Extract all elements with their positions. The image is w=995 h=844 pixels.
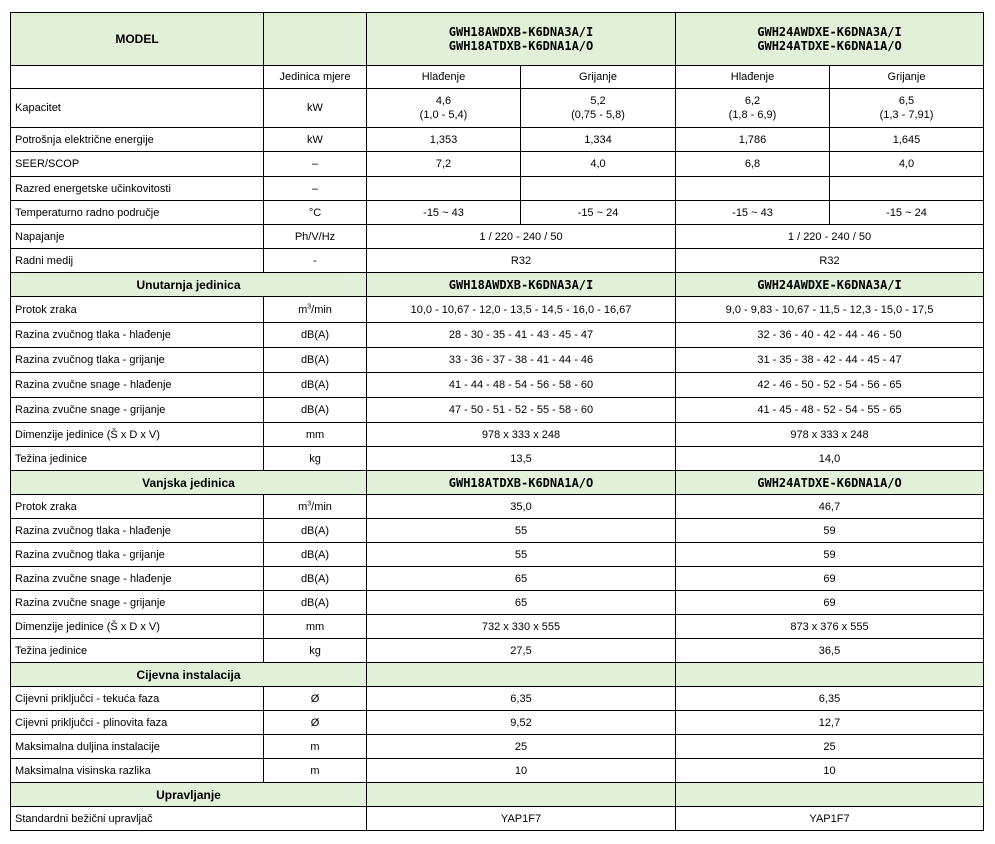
- row-label: Cijevni priključci - tekuća faza: [11, 687, 264, 711]
- model-24-outdoor-name: GWH24ATDXE-K6DNA1A/O: [757, 39, 902, 53]
- value-main: 6,5: [898, 95, 915, 107]
- indoor-section-header: [11, 273, 984, 297]
- row-label: SEER/SCOP: [11, 152, 264, 177]
- section-blank: [676, 783, 984, 807]
- model-label-spacer: [264, 13, 367, 66]
- row-label: Standardni bežični upravljač: [11, 807, 367, 831]
- row-label: Težina jedinice: [11, 639, 264, 663]
- table-row: [11, 543, 984, 567]
- row-unit: kg: [264, 447, 367, 471]
- piping-section-header: [11, 663, 984, 687]
- row-unit: [264, 495, 367, 519]
- value-cell: 27,5: [367, 639, 676, 663]
- value-cell: 28 - 30 - 35 - 41 - 43 - 45 - 47: [367, 323, 676, 348]
- table-row: [11, 447, 984, 471]
- unit-of-measure-header: Jedinica mjere: [264, 66, 367, 89]
- row-unit: dB(A): [264, 398, 367, 423]
- row-unit: Ø: [264, 711, 367, 735]
- value-cell: R32: [367, 249, 676, 273]
- value-cell: 1,353: [367, 128, 521, 152]
- value-cell: 10: [367, 759, 676, 783]
- mode-cell: Hlađenje: [367, 66, 521, 89]
- value-cell: 10: [676, 759, 984, 783]
- table-row: [11, 735, 984, 759]
- row-label: Razina zvučnog tlaka - hlađenje: [11, 323, 264, 348]
- table-row: [11, 89, 984, 128]
- value-cell: -15 ~ 43: [676, 201, 830, 225]
- row-unit: –: [264, 152, 367, 177]
- unit-suffix: /min: [311, 303, 332, 316]
- mode-row: [11, 66, 984, 89]
- table-row: [11, 567, 984, 591]
- row-unit: –: [264, 177, 367, 201]
- value-cell: YAP1F7: [367, 807, 676, 831]
- value-cell: [521, 89, 676, 128]
- table-row: [11, 591, 984, 615]
- section-title: Upravljanje: [11, 783, 367, 807]
- mode-cell: Hlađenje: [676, 66, 830, 89]
- value-cell: 41 - 45 - 48 - 52 - 54 - 55 - 65: [676, 398, 984, 423]
- section-blank: [367, 783, 676, 807]
- table-row: [11, 201, 984, 225]
- row-unit: dB(A): [264, 567, 367, 591]
- table-row: [11, 297, 984, 323]
- value-cell: 873 x 376 x 555: [676, 615, 984, 639]
- value-cell: 7,2: [367, 152, 521, 177]
- table-row: [11, 323, 984, 348]
- table-row: [11, 495, 984, 519]
- value-cell: 12,7: [676, 711, 984, 735]
- table-row: [11, 711, 984, 735]
- value-main: 4,6: [435, 95, 452, 107]
- mode-row-blank: [11, 66, 264, 89]
- section-model: GWH18AWDXB-K6DNA3A/I: [367, 273, 676, 297]
- row-unit: kW: [264, 89, 367, 128]
- value-cell: [676, 177, 830, 201]
- value-cell: 14,0: [676, 447, 984, 471]
- model-18-header: [367, 13, 676, 66]
- value-cell: 9,0 - 9,83 - 10,67 - 11,5 - 12,3 - 15,0 - 17,5: [676, 297, 984, 323]
- value-cell: 25: [676, 735, 984, 759]
- value-cell: 1 / 220 - 240 / 50: [676, 225, 984, 249]
- unit-exponent: 3: [307, 302, 312, 310]
- row-label: Razina zvučnog tlaka - grijanje: [11, 543, 264, 567]
- row-label: Dimenzije jedinice (Š x D x V): [11, 615, 264, 639]
- row-label: Potrošnja električne energije: [11, 128, 264, 152]
- table-row: [11, 759, 984, 783]
- value-cell: 4,0: [521, 152, 676, 177]
- value-cell: 13,5: [367, 447, 676, 471]
- table-row: [11, 373, 984, 398]
- row-label: Razina zvučne snage - grijanje: [11, 591, 264, 615]
- value-cell: 6,35: [367, 687, 676, 711]
- spec-table: [10, 12, 984, 831]
- row-label: Cijevni priključci - plinovita faza: [11, 711, 264, 735]
- row-label: Maksimalna visinska razlika: [11, 759, 264, 783]
- row-unit: dB(A): [264, 373, 367, 398]
- section-title: Unutarnja jedinica: [11, 273, 367, 297]
- row-label: Radni medij: [11, 249, 264, 273]
- model-24-indoor-name: GWH24AWDXE-K6DNA3A/I: [757, 25, 902, 39]
- unit-exponent: 3: [307, 499, 312, 507]
- row-label: Maksimalna duljina instalacije: [11, 735, 264, 759]
- value-cell: 36,5: [676, 639, 984, 663]
- row-label: Temperaturno radno područje: [11, 201, 264, 225]
- value-cell: 1 / 220 - 240 / 50: [367, 225, 676, 249]
- value-cell: 10,0 - 10,67 - 12,0 - 13,5 - 14,5 - 16,0 - 16,67: [367, 297, 676, 323]
- unit-base: m: [298, 500, 308, 513]
- value-cell: 42 - 46 - 50 - 52 - 54 - 56 - 65: [676, 373, 984, 398]
- row-label: Protok zraka: [11, 495, 264, 519]
- table-row: [11, 225, 984, 249]
- value-cell: [676, 89, 830, 128]
- value-cell: 41 - 44 - 48 - 54 - 56 - 58 - 60: [367, 373, 676, 398]
- value-range: (1,3 - 7,91): [879, 109, 934, 121]
- row-label: Dimenzije jedinice (Š x D x V): [11, 423, 264, 447]
- value-cell: 35,0: [367, 495, 676, 519]
- section-model: GWH24ATDXE-K6DNA1A/O: [676, 471, 984, 495]
- row-unit: -: [264, 249, 367, 273]
- value-cell: 6,35: [676, 687, 984, 711]
- value-cell: 65: [367, 591, 676, 615]
- value-cell: [830, 177, 984, 201]
- row-unit: dB(A): [264, 519, 367, 543]
- value-cell: [367, 89, 521, 128]
- value-cell: 6,8: [676, 152, 830, 177]
- section-model: GWH18ATDXB-K6DNA1A/O: [367, 471, 676, 495]
- table-row: [11, 152, 984, 177]
- value-cell: 978 x 333 x 248: [367, 423, 676, 447]
- row-unit: m: [264, 735, 367, 759]
- table-row: [11, 177, 984, 201]
- value-cell: 69: [676, 591, 984, 615]
- table-row: [11, 423, 984, 447]
- row-unit: Ø: [264, 687, 367, 711]
- value-cell: 25: [367, 735, 676, 759]
- value-cell: 55: [367, 543, 676, 567]
- model-18-outdoor-name: GWH18ATDXB-K6DNA1A/O: [448, 39, 594, 53]
- value-cell: [521, 177, 676, 201]
- value-cell: 59: [676, 543, 984, 567]
- value-cell: 978 x 333 x 248: [676, 423, 984, 447]
- table-row: [11, 398, 984, 423]
- value-cell: 1,645: [830, 128, 984, 152]
- row-unit: dB(A): [264, 591, 367, 615]
- value-cell: R32: [676, 249, 984, 273]
- section-blank: [676, 663, 984, 687]
- table-row: [11, 615, 984, 639]
- row-unit: m: [264, 759, 367, 783]
- row-unit: mm: [264, 423, 367, 447]
- value-range: (1,8 - 6,9): [728, 109, 777, 121]
- table-row: [11, 687, 984, 711]
- value-cell: [830, 89, 984, 128]
- value-cell: 47 - 50 - 51 - 52 - 55 - 58 - 60: [367, 398, 676, 423]
- model-24-header: [676, 13, 984, 66]
- mode-cell: Grijanje: [830, 66, 984, 89]
- row-label: Kapacitet: [11, 89, 264, 128]
- value-cell: YAP1F7: [676, 807, 984, 831]
- value-cell: 69: [676, 567, 984, 591]
- outdoor-section-header: [11, 471, 984, 495]
- value-cell: 9,52: [367, 711, 676, 735]
- value-cell: [367, 177, 521, 201]
- row-unit: [264, 297, 367, 323]
- value-cell: 59: [676, 519, 984, 543]
- value-cell: 65: [367, 567, 676, 591]
- row-unit: Ph/V/Hz: [264, 225, 367, 249]
- row-unit: dB(A): [264, 543, 367, 567]
- value-main: 6,2: [744, 95, 761, 107]
- value-range: (0,75 - 5,8): [571, 109, 625, 121]
- row-label: Razina zvučnog tlaka - grijanje: [11, 348, 264, 373]
- value-cell: -15 ~ 43: [367, 201, 521, 225]
- table-row: [11, 128, 984, 152]
- row-unit: dB(A): [264, 348, 367, 373]
- model-label: MODEL: [11, 13, 264, 66]
- value-cell: 4,0: [830, 152, 984, 177]
- table-row: [11, 807, 984, 831]
- model-18-indoor-name: GWH18AWDXB-K6DNA3A/I: [448, 25, 594, 39]
- value-cell: 33 - 36 - 37 - 38 - 41 - 44 - 46: [367, 348, 676, 373]
- table-row: [11, 348, 984, 373]
- value-cell: 46,7: [676, 495, 984, 519]
- row-label: Napajanje: [11, 225, 264, 249]
- value-cell: 31 - 35 - 38 - 42 - 44 - 45 - 47: [676, 348, 984, 373]
- row-unit: mm: [264, 615, 367, 639]
- row-label: Razina zvučne snage - hlađenje: [11, 567, 264, 591]
- section-title: Vanjska jedinica: [11, 471, 367, 495]
- row-label: Razina zvučne snage - hlađenje: [11, 373, 264, 398]
- value-cell: -15 ~ 24: [521, 201, 676, 225]
- row-unit: kW: [264, 128, 367, 152]
- row-unit: °C: [264, 201, 367, 225]
- table-row: [11, 519, 984, 543]
- table-row: [11, 639, 984, 663]
- row-unit: kg: [264, 639, 367, 663]
- row-label: Razred energetske učinkovitosti: [11, 177, 264, 201]
- unit-base: m: [298, 303, 308, 316]
- row-label: Razina zvučnog tlaka - hlađenje: [11, 519, 264, 543]
- section-title: Cijevna instalacija: [11, 663, 367, 687]
- section-blank: [367, 663, 676, 687]
- value-cell: 1,786: [676, 128, 830, 152]
- model-header-row: [11, 13, 984, 66]
- value-cell: 1,334: [521, 128, 676, 152]
- value-cell: 55: [367, 519, 676, 543]
- control-section-header: [11, 783, 984, 807]
- value-cell: -15 ~ 24: [830, 201, 984, 225]
- row-unit: dB(A): [264, 323, 367, 348]
- value-cell: 32 - 36 - 40 - 42 - 44 - 46 - 50: [676, 323, 984, 348]
- mode-cell: Grijanje: [521, 66, 676, 89]
- row-label: Težina jedinice: [11, 447, 264, 471]
- value-range: (1,0 - 5,4): [419, 109, 468, 121]
- row-label: Protok zraka: [11, 297, 264, 323]
- section-model: GWH24AWDXE-K6DNA3A/I: [676, 273, 984, 297]
- table-row: [11, 249, 984, 273]
- value-cell: 732 x 330 x 555: [367, 615, 676, 639]
- value-main: 5,2: [590, 95, 606, 107]
- unit-suffix: /min: [311, 500, 332, 513]
- row-label: Razina zvučne snage - grijanje: [11, 398, 264, 423]
